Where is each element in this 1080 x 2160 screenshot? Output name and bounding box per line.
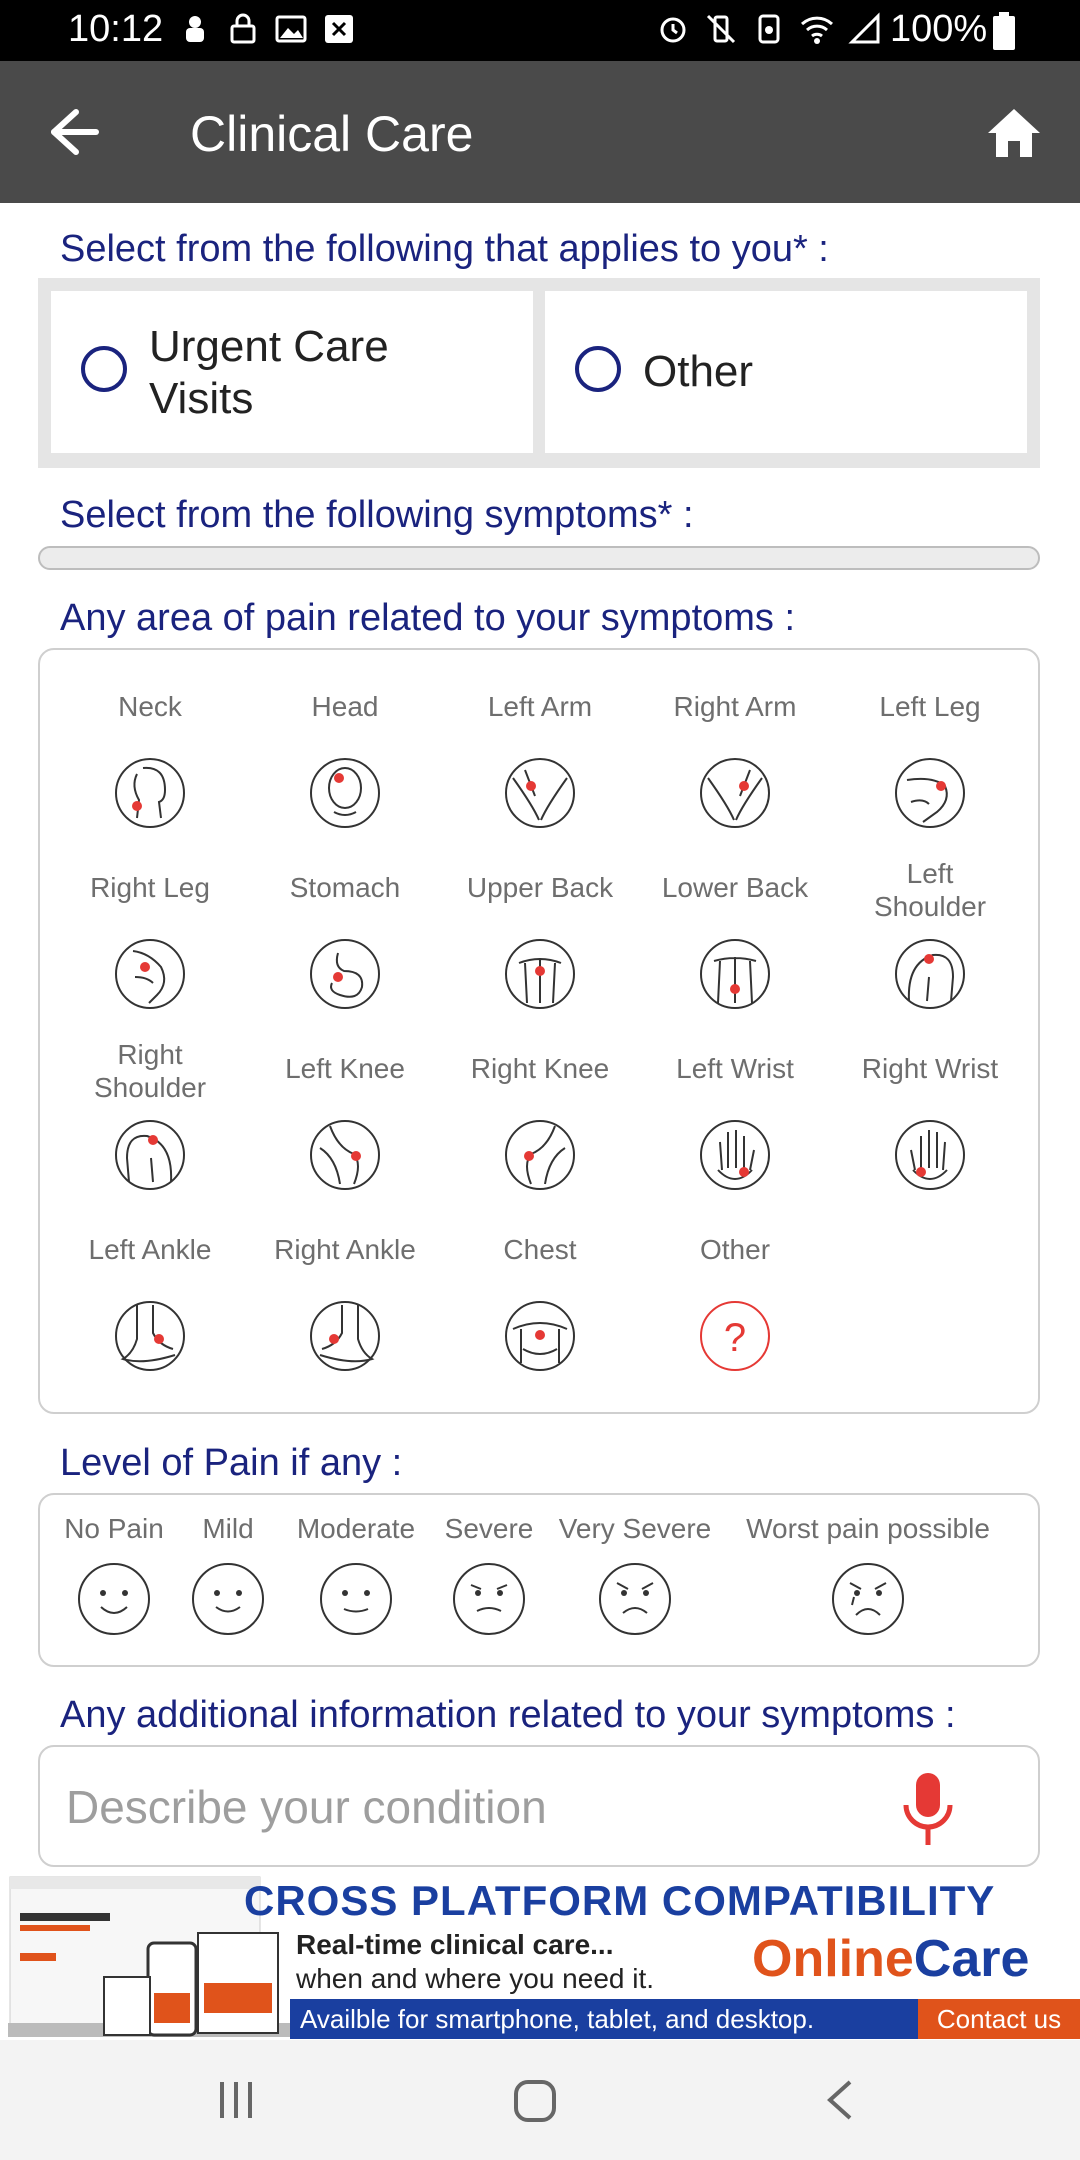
pain-area-label: Right Knee [470,1053,610,1084]
logo-online-text: Online [752,1930,914,1988]
pain-area-label: Stomach [289,872,401,903]
pain-area-label: Left Leg [879,691,981,722]
status-time: 10:12 [68,8,164,50]
banner-headline: CROSS PLATFORM COMPATIBILITY [244,1877,996,1924]
left-wrist-icon [698,1118,772,1192]
image-icon [274,12,308,46]
pain-area-label: Left Ankle [88,1234,212,1265]
left-arm-icon [503,756,577,830]
pain-area-label: Upper Back [466,872,614,903]
wifi-icon [800,12,834,46]
pain-level-option[interactable] [190,1513,266,1637]
left-leg-icon [893,756,967,830]
description-box [38,1745,1040,1867]
banner-availability-strip: Availble for smartphone, tablet, and desktop. [290,1999,918,2039]
question-icon [698,1299,772,1373]
right-leg-icon [113,937,187,1011]
pain-level-option[interactable] [445,1513,534,1637]
pain-area-label: Right Shoulder [93,1039,207,1103]
pain-level-option[interactable] [746,1513,990,1637]
ad-banner[interactable] [0,1873,1080,2039]
chest-icon [503,1299,577,1373]
stomach-icon [308,937,382,1011]
pain-area-label: Right Ankle [274,1234,416,1265]
battery-percent: 100% [890,8,988,50]
option-urgent-care-line2: Visits [149,374,254,423]
left-shoulder-icon [893,937,967,1011]
pain-area-label: Left Shoulder [873,858,987,922]
pain-area-label: Lower Back [661,872,809,903]
right-arm-icon [698,756,772,830]
close-box-icon [322,12,356,46]
upper-back-icon [503,937,577,1011]
face-icon [190,1561,266,1637]
pain-level-label: No Pain [64,1513,164,1544]
notification-icon [178,12,212,46]
data-saver-icon [752,12,786,46]
system-nav-bar [0,2040,1080,2160]
face-icon [318,1561,394,1637]
pain-area-label: Left Knee [285,1053,405,1084]
pain-area-label: Chest [503,1234,577,1265]
pain-area-grid [38,648,1040,1414]
page-title: Clinical Care [190,106,474,162]
head-icon [308,756,382,830]
pain-area-label: Left Wrist [676,1053,794,1084]
face-icon [451,1561,527,1637]
description-input[interactable] [64,1771,888,1843]
back-arrow-icon[interactable] [46,106,102,158]
home-nav-icon[interactable] [512,2078,558,2124]
recent-apps-icon[interactable] [214,2078,258,2122]
signal-icon [848,12,882,46]
left-ankle-icon [113,1299,187,1373]
contact-us-button[interactable]: Contact us [918,1999,1080,2039]
onlinecare-logo [752,1929,1029,1989]
right-shoulder-icon [113,1118,187,1192]
pain-level-label: Level of Pain if any : [60,1442,403,1484]
right-ankle-icon [308,1299,382,1373]
option-urgent-care-label [149,321,389,425]
alarm-icon [656,12,690,46]
svg-text:?: ? [723,1316,747,1360]
radio-urgent-care[interactable] [81,346,127,392]
pain-area-label: Other [699,1234,771,1265]
neck-icon [113,756,187,830]
applies-label: Select from the following that applies to you* : [60,228,829,270]
pain-level-label: Very Severe [558,1513,712,1544]
face-icon [830,1561,906,1637]
option-other[interactable] [545,291,1027,453]
face-icon [76,1561,152,1637]
banner-line2: when and where you need it. [296,1963,655,1994]
back-nav-icon[interactable] [822,2078,858,2122]
option-urgent-care-line1: Urgent Care [149,322,389,371]
symptoms-selector[interactable] [38,546,1040,570]
face-icon [597,1561,673,1637]
pain-level-selector [38,1493,1040,1667]
pain-level-option[interactable] [297,1513,415,1637]
right-knee-icon [503,1118,577,1192]
pain-area-label: Any area of pain related to your symptoms : [60,597,796,639]
home-icon[interactable] [986,105,1042,159]
pain-level-label: Worst pain possible [746,1513,990,1544]
lock-icon [226,12,260,46]
vibrate-mute-icon [704,12,738,46]
logo-care-text: Care [913,1930,1030,1988]
radio-other[interactable] [575,346,621,392]
option-urgent-care[interactable] [51,291,533,453]
right-wrist-icon [893,1118,967,1192]
lower-back-icon [698,937,772,1011]
left-knee-icon [308,1118,382,1192]
banner-line1: Real-time clinical care... [296,1929,614,1960]
additional-info-label: Any additional information related to your symptoms : [60,1694,956,1736]
option-other-label: Other [643,347,754,396]
microphone-icon[interactable] [898,1771,958,1849]
pain-level-option[interactable] [559,1513,712,1637]
battery-icon [992,12,1016,50]
pain-area-label: Right Arm [673,691,797,722]
pain-area-label: Neck [118,691,182,722]
app-bar [0,61,1080,203]
pain-level-label: Moderate [296,1513,416,1544]
pain-area-label: Head [311,691,379,722]
pain-level-option[interactable] [64,1513,164,1637]
pain-level-label: Severe [444,1513,534,1544]
status-bar [0,0,1080,61]
pain-area-label: Right Wrist [861,1053,999,1084]
pain-level-label: Mild [202,1513,254,1544]
applies-options [38,278,1040,468]
symptoms-label: Select from the following symptoms* : [60,494,694,536]
pain-area-label: Left Arm [487,691,593,722]
pain-area-label: Right Leg [90,872,210,903]
